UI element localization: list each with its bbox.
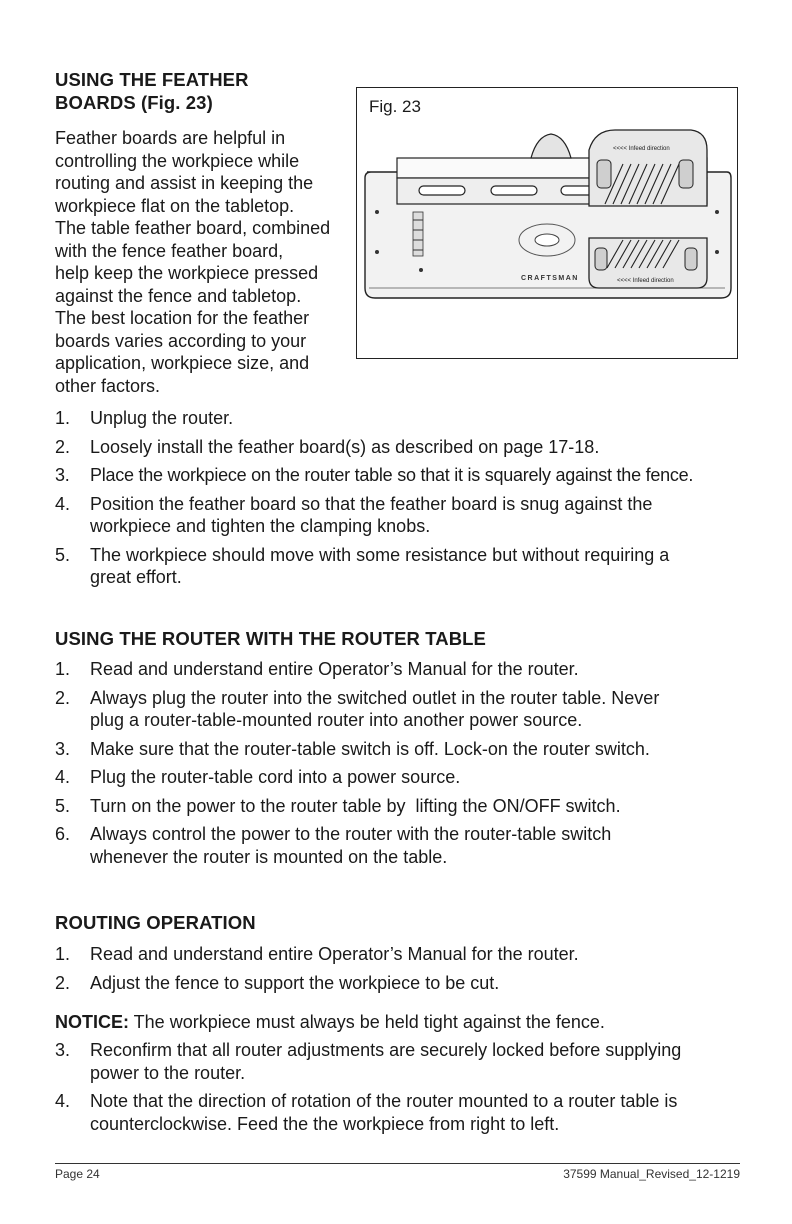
- step-number: 3.: [55, 1040, 71, 1060]
- step-number: 3.: [55, 465, 70, 485]
- step-number: 3.: [55, 738, 71, 759]
- router-table-illustration: [361, 120, 733, 352]
- step-line: The workpiece should move with some resistance but without requiring a: [90, 544, 670, 565]
- step-line: Loosely install the feather board(s) as described on page 17-18.: [90, 436, 600, 457]
- step-line: great effort.: [90, 567, 182, 587]
- section-heading-routing-operation: ROUTING OPERATION: [55, 912, 256, 933]
- paragraph-line: against the fence and tabletop.: [55, 285, 302, 306]
- notice-text: The workpiece must always be held tight against the fence.: [129, 1012, 605, 1032]
- step-line: Read and understand entire Operator’s Manual for the router.: [90, 944, 579, 964]
- paragraph-line: other factors.: [55, 375, 161, 396]
- step-number: 5.: [55, 795, 71, 816]
- routing-steps-part1: [55, 943, 745, 1000]
- step-line: workpiece and tighten the clamping knobs.: [90, 516, 431, 536]
- step-line: Place the workpiece on the router table so that it is squarely against the fence.: [90, 465, 694, 485]
- document-id: 37599 Manual_Revised_12-1219: [563, 1167, 740, 1181]
- list-item: [55, 464, 745, 487]
- step-line: plug a router-table-mounted router into another power source.: [90, 710, 583, 730]
- step-line: Position the feather board so that the feather board is snug against the: [90, 493, 653, 514]
- step-line: Note that the direction of rotation of the router mounted to a router table is: [90, 1091, 678, 1111]
- list-item: [55, 436, 745, 459]
- paragraph-line: controlling the workpiece while: [55, 150, 300, 171]
- step-number: 2.: [55, 687, 71, 708]
- paragraph-line: with the fence feather board,: [55, 240, 284, 261]
- step-line: Reconfirm that all router adjustments are securely locked before supplying: [90, 1040, 682, 1060]
- paragraph-line: application, workpiece size, and: [55, 353, 310, 373]
- infeed-arrow-text-top: <<<< Infeed direction: [613, 146, 670, 152]
- step-line: Adjust the fence to support the workpiece to be cut.: [90, 972, 500, 993]
- paragraph-line: boards varies according to your: [55, 330, 307, 351]
- figure-label: Fig. 23: [369, 97, 421, 116]
- step-line: Make sure that the router-table switch is off. Lock-on the router switch.: [90, 738, 650, 759]
- step-number: 4.: [55, 493, 71, 514]
- feather-board-steps: [55, 407, 745, 595]
- paragraph-line: workpiece flat on the tabletop.: [55, 195, 295, 216]
- figure-23: [356, 87, 738, 359]
- heading-line: USING THE FEATHER: [55, 69, 249, 90]
- step-line: whenever the router is mounted on the table.: [90, 846, 448, 867]
- infeed-arrow-text-bottom: <<<< Infeed direction: [617, 278, 674, 284]
- notice-label: NOTICE:: [55, 1012, 129, 1032]
- list-item: [55, 687, 745, 732]
- list-item: [55, 738, 745, 761]
- step-number: 2.: [55, 436, 71, 457]
- paragraph-line: The table feather board, combined: [55, 218, 331, 238]
- step-line: power to the router.: [90, 1062, 246, 1083]
- footer-divider: [55, 1163, 740, 1164]
- list-item: [55, 766, 745, 789]
- step-number: 1.: [55, 408, 71, 428]
- notice-callout: [55, 1011, 605, 1034]
- routing-steps-part2: [55, 1039, 745, 1141]
- step-number: 1.: [55, 944, 71, 964]
- step-number: 1.: [55, 659, 71, 679]
- step-line: Read and understand entire Operator’s Manual for the router.: [90, 659, 579, 679]
- step-number: 4.: [55, 1091, 71, 1111]
- section-heading-feather-boards: [55, 68, 355, 114]
- step-number: 2.: [55, 972, 71, 993]
- step-line: Turn on the power to the router table by lifting the ON/OFF switch.: [90, 795, 621, 816]
- step-line: Unplug the router.: [90, 408, 234, 428]
- list-item: [55, 544, 745, 589]
- heading-line: BOARDS (Fig. 23): [55, 92, 213, 113]
- paragraph-line: routing and assist in keeping the: [55, 173, 314, 193]
- list-item: [55, 493, 745, 538]
- step-line: counterclockwise. Feed the the workpiece from right to left.: [90, 1113, 560, 1134]
- list-item: [55, 943, 745, 966]
- list-item: [55, 823, 745, 868]
- step-number: 4.: [55, 767, 71, 787]
- paragraph-line: help keep the workpiece pressed: [55, 263, 319, 283]
- page-number: Page 24: [55, 1167, 100, 1181]
- list-item: [55, 1039, 745, 1084]
- step-line: Plug the router-table cord into a power source.: [90, 767, 461, 787]
- paragraph-line: The best location for the feather: [55, 308, 310, 328]
- list-item: [55, 1090, 745, 1135]
- list-item: [55, 658, 745, 681]
- list-item: [55, 972, 745, 995]
- router-table-steps: [55, 658, 745, 874]
- step-number: 5.: [55, 544, 71, 565]
- brand-text: CRAFTSMAN: [521, 275, 579, 282]
- list-item: [55, 795, 745, 818]
- paragraph-line: Feather boards are helpful in: [55, 128, 286, 148]
- step-number: 6.: [55, 824, 71, 844]
- list-item: [55, 407, 745, 430]
- intro-paragraph: [55, 127, 355, 397]
- step-line: Always control the power to the router with the router-table switch: [90, 824, 612, 844]
- section-heading-router-table: USING THE ROUTER WITH THE ROUTER TABLE: [55, 628, 486, 649]
- step-line: Always plug the router into the switched outlet in the router table. Never: [90, 687, 660, 708]
